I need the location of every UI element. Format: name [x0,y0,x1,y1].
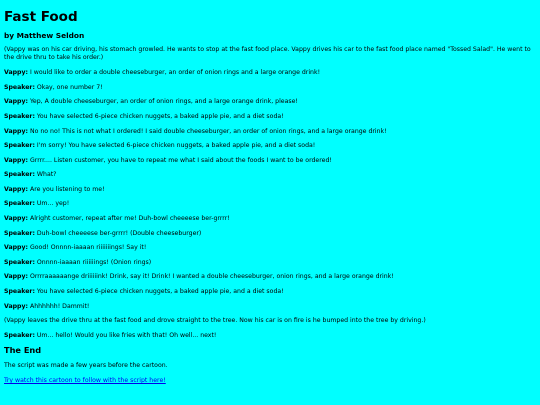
dialogue-text: Duh-bowl cheeeese ber-grrrr! (Double cheeseburger) [34,229,202,237]
speaker-name: Vappy: [4,273,28,281]
dialogue-text: You have selected 6-piece chicken nuggets, a baked apple pie, and a diet soda! [34,288,284,296]
speaker-name: Speaker: [4,142,35,150]
dialogue-line [4,332,536,340]
dialogue-line [4,157,536,165]
dialogue-line [4,98,536,106]
dialogue-text: Grrrr.... Listen customer, you have to repeat me what I said about the foods I want to be ordered! [28,156,332,164]
dialogue-text: Um... hello! Would you like fries with that! Oh well... next! [34,331,217,339]
dialogue-line [4,186,536,194]
dialogue-line [4,200,536,208]
dialogue-text: Are you listening to me! [28,185,105,193]
dialogue-line [4,303,536,311]
speaker-name: Vappy: [4,127,28,135]
speaker-name: Vappy: [4,302,28,310]
dialogue-text: Ahhhhhh! Dammit! [28,302,90,310]
speaker-name: Vappy: [4,215,28,223]
dialogue-line [4,69,536,77]
dialogue-line [4,84,536,92]
dialogue-line [4,142,536,150]
intro-paragraph: (Vappy was on his car driving, his stomach growled. He wants to stop at the fast food place. Vappy drives his car to the fast food place named "Tossed Salad". He went to the drive thru to take his order.) [4,45,531,61]
dialogue-text: Alright customer, repeat after me! Duh-bowl cheeeese ber-grrrr! [28,215,230,223]
speaker-name: Speaker: [4,258,35,266]
dialogue-text: Orrrraaaaaange driiiiiink! Drink, say it! Drink! I wanted a double cheeseburger, onion rings, and a large orange drink! [28,273,394,281]
dialogue-text: No no no! This is not what I ordered! I said double cheeseburger, an order of onion rings, and a large orange drink! [28,127,387,135]
dialogue-text: Um... yep! [34,200,70,208]
byline: by Matthew Seldon [4,30,85,40]
speaker-name: Speaker: [4,171,35,179]
dialogue-text: I'm sorry! You have selected 6-piece chicken nuggets, a baked apple pie, and a diet soda! [34,142,316,150]
dialogue-text: I would like to order a double cheeseburger, an order of onion rings and a large orange drink! [28,69,321,77]
dialogue-text: Okay, one number 7! [34,83,103,91]
speaker-name: Speaker: [4,331,35,339]
dialogue-line [4,215,536,223]
speaker-name: Speaker: [4,288,35,296]
end-heading: The End [4,345,42,356]
dialogue-line [4,244,536,252]
speaker-name: Speaker: [4,229,35,237]
speaker-name: Vappy: [4,244,28,252]
dialogue-line [4,128,536,136]
dialogue-line [4,113,536,121]
note-paragraph: The script was made a few years before the cartoon. [4,362,168,370]
dialogue-text: Yep, A double cheeseburger, an order of onion rings, and a large orange drink, please! [28,98,298,106]
speaker-name: Vappy: [4,185,28,193]
speaker-name: Speaker: [4,83,35,91]
speaker-name: Speaker: [4,200,35,208]
speaker-name: Vappy: [4,69,28,77]
speaker-name: Vappy: [4,98,28,106]
watch-cartoon-link[interactable]: Try watch this cartoon to follow with the script here! [4,377,166,385]
script-lines [4,69,536,340]
page-title: Fast Food [4,9,78,25]
dialogue-line [4,288,536,296]
speaker-name: Speaker: [4,112,35,120]
dialogue-line [4,259,536,267]
dialogue-line [4,171,536,179]
dialogue-line [4,230,536,238]
speaker-name: Vappy: [4,156,28,164]
dialogue-text: Good! Onnnn-iaaaan riiiiiiings! Say it! [28,244,147,252]
dialogue-text: What? [34,171,57,179]
dialogue-line [4,273,536,281]
dialogue-text: Onnnn-iaaaan riiiiiings! (Onion rings) [34,258,152,266]
dialogue-text: You have selected 6-piece chicken nuggets, a baked apple pie, and a diet soda! [34,112,284,120]
dialogue-line [4,317,536,325]
dialogue-text: (Vappy leaves the drive thru at the fast food and drove straight to the tree. Now his car is on fire is he bumped into the tree by driving.) [4,317,426,325]
